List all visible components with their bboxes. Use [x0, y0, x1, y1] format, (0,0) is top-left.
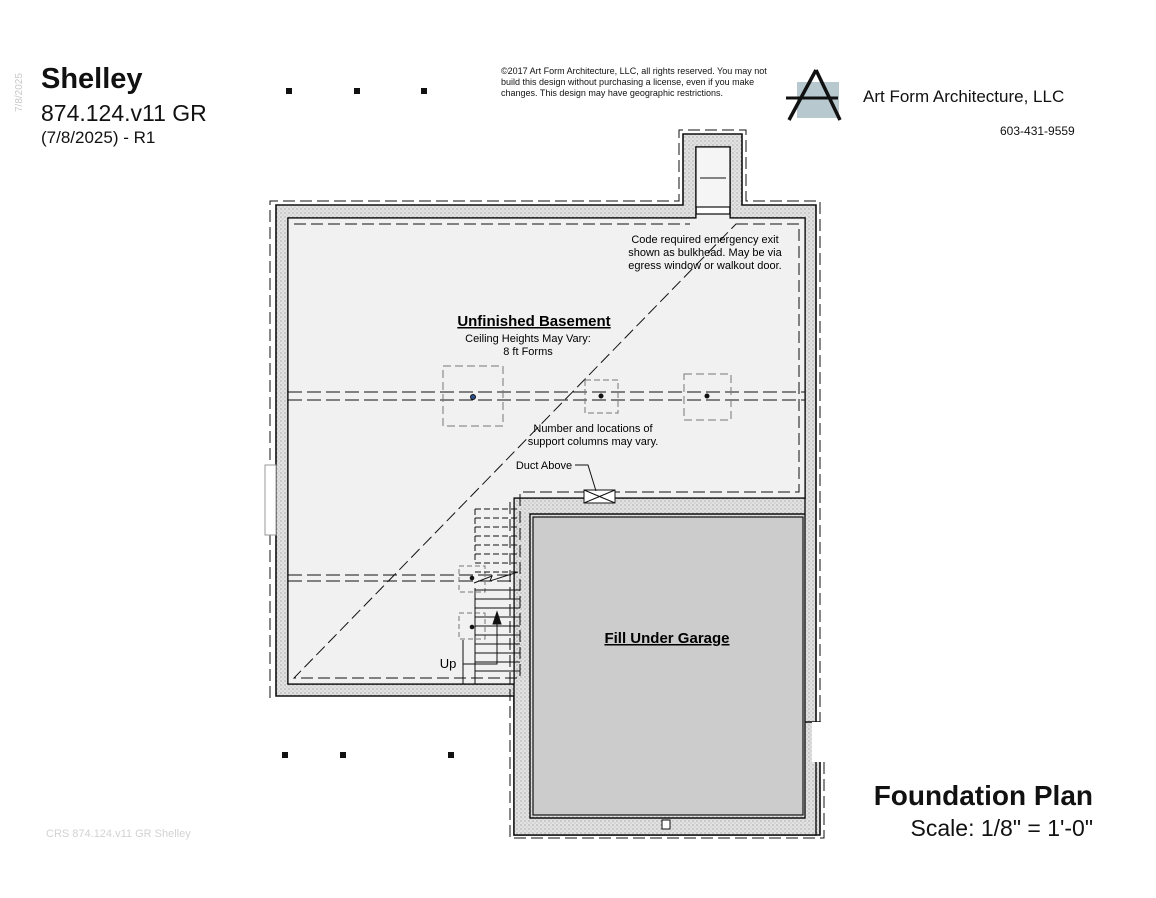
garage-title: Fill Under Garage — [604, 630, 730, 647]
plan-date-revision: (7/8/2025) - R1 — [41, 128, 156, 147]
company-phone: 603-431-9559 — [1000, 124, 1075, 138]
column-note-line-2: support columns may vary. — [527, 436, 659, 448]
reference-marker — [340, 752, 346, 758]
emergency-exit-note-line-3: egress window or walkout door. — [628, 260, 782, 272]
basement-title: Unfinished Basement — [457, 313, 611, 330]
emergency-exit-note-line-2: shown as bulkhead. May be via — [628, 247, 782, 259]
reference-marker — [286, 88, 292, 94]
copyright-line-3: changes. This design may have geographic restrictions. — [501, 88, 723, 98]
copyright-line-2: build this design without purchasing a license, even if you make — [501, 77, 755, 87]
reference-marker — [448, 752, 454, 758]
reference-marker — [421, 88, 427, 94]
plan-code: 874.124.v11 GR — [41, 100, 207, 126]
window-symbol — [265, 465, 276, 535]
basement-forms-note: 8 ft Forms — [503, 346, 553, 358]
door-opening — [812, 722, 824, 762]
reference-marker — [354, 88, 360, 94]
garage-footing-marker — [662, 820, 670, 829]
duct-icon — [584, 490, 615, 503]
bulkhead-opening — [696, 147, 730, 207]
duct-above-label: Duct Above — [515, 460, 573, 472]
basement-ceiling-note: Ceiling Heights May Vary: — [465, 333, 591, 345]
footer-plan-code: CRS 874.124.v11 GR Shelley — [46, 828, 191, 840]
stair-up-label: Up — [439, 656, 457, 671]
scale-label: Scale: 1/8" = 1'-0" — [910, 815, 1093, 841]
plan-name: Shelley — [41, 63, 143, 95]
garage-fill — [533, 517, 803, 815]
foundation-plan-title: Foundation Plan — [873, 780, 1093, 811]
side-date: 7/8/2025 — [14, 73, 25, 112]
copyright-line-1: ©2017 Art Form Architecture, LLC, all rights reserved. You may not — [501, 66, 767, 76]
column-note-line-1: Number and locations of — [533, 423, 653, 435]
company-name: Art Form Architecture, LLC — [863, 87, 1065, 106]
af-monogram-icon — [786, 70, 840, 120]
emergency-exit-note-line-1: Code required emergency exit — [631, 234, 779, 246]
reference-marker — [282, 752, 288, 758]
